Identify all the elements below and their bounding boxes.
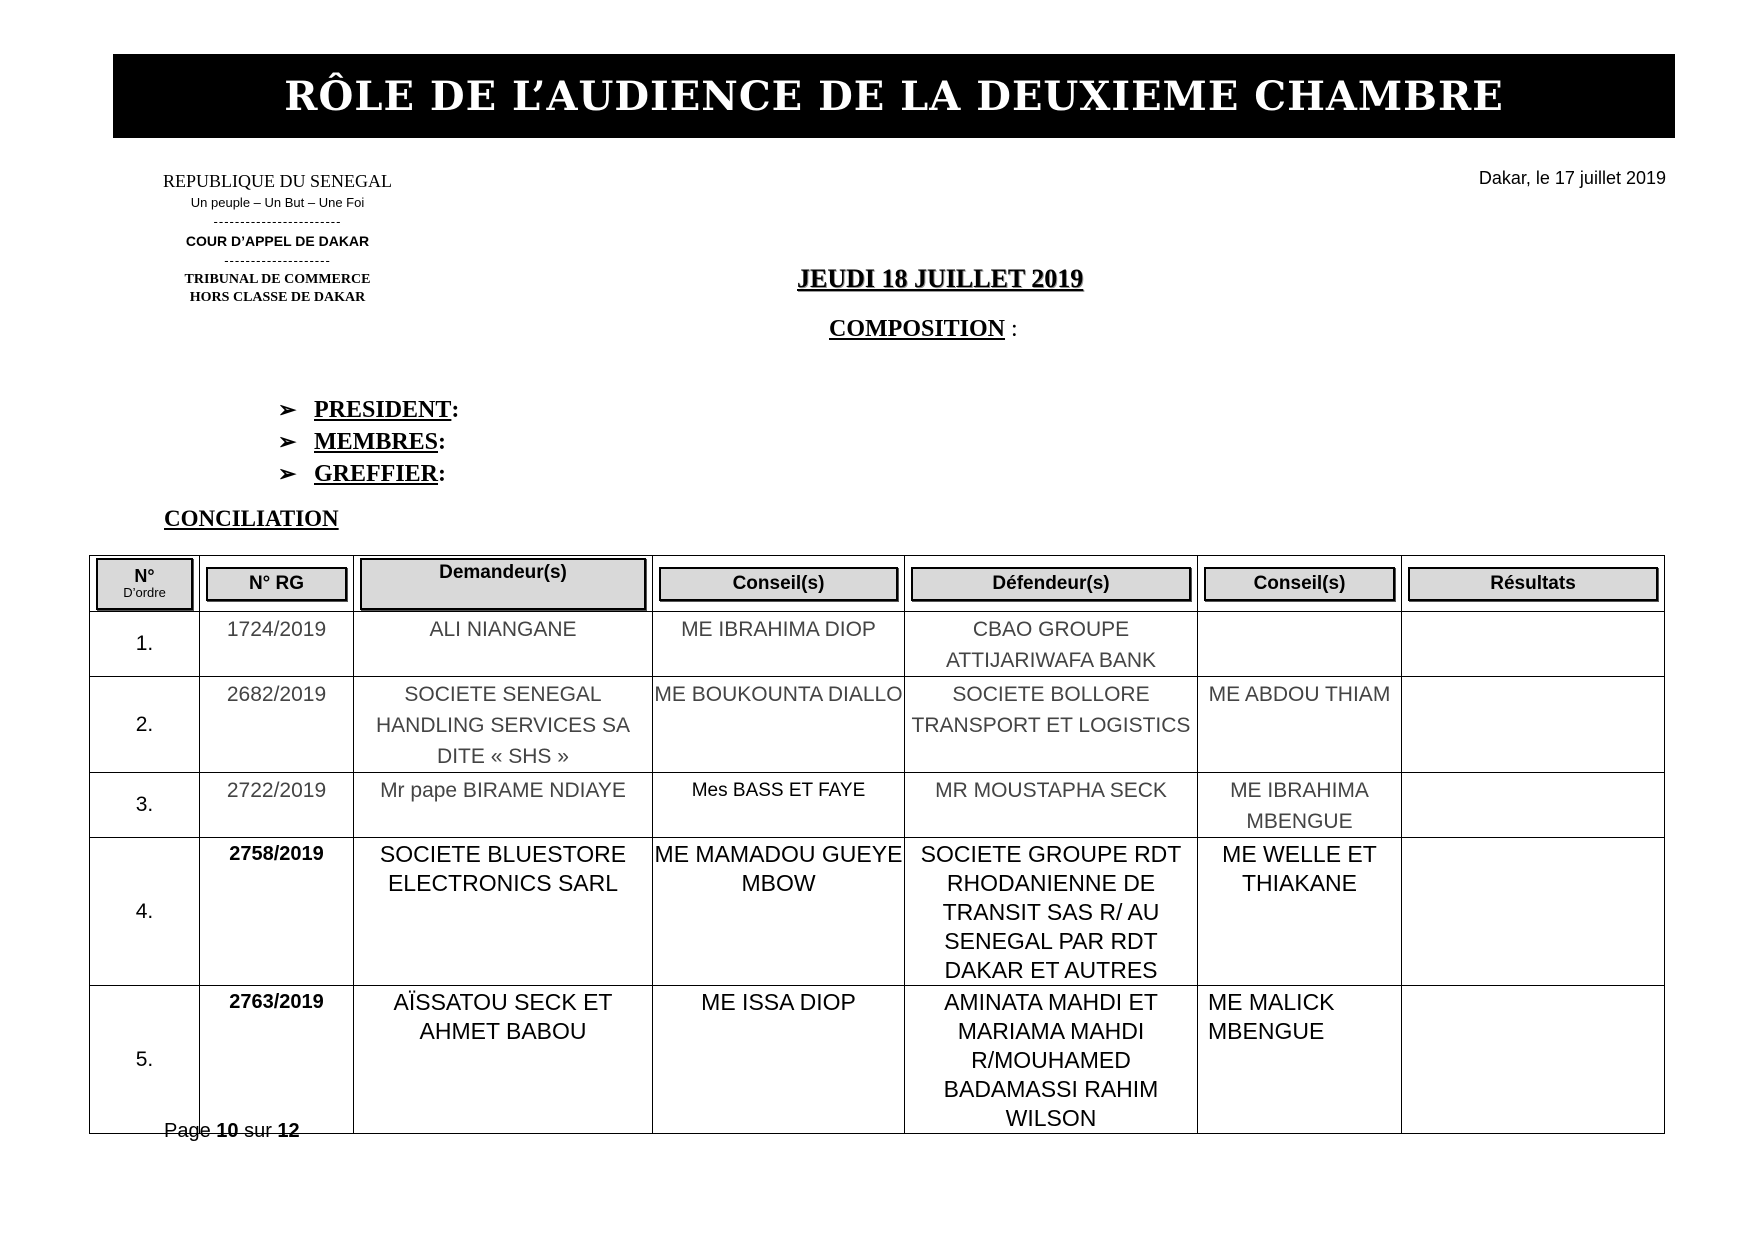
cell-conseil-demandeur: ME MAMADOU GUEYE MBOW [653, 838, 905, 986]
total-pages: 12 [277, 1120, 300, 1142]
cell-conseil-defendeur: ME WELLE ET THIAKANE [1198, 838, 1402, 986]
cell-defendeur: SOCIETE GROUPE RDT RHODANIENNE DE TRANSIT SAS R/ AU SENEGAL PAR RDT DAKAR ET AUTRES [905, 838, 1198, 986]
header-rg: N° RG [200, 556, 354, 612]
cell-conseil-demandeur: ME ISSA DIOP [653, 986, 905, 1134]
header-conseil-demandeur: Conseil(s) [653, 556, 905, 612]
cell-conseil-demandeur: ME BOUKOUNTA DIALLO [653, 677, 905, 773]
title-banner [113, 54, 1675, 138]
cell-demandeur: AÏSSATOU SECK ET AHMET BABOU [354, 986, 653, 1134]
header-resultats: Résultats [1402, 556, 1665, 612]
table-header-row [90, 556, 1665, 612]
cell-rg: 2722/2019 [200, 773, 354, 838]
cell-resultats [1402, 986, 1665, 1134]
header-conseil-defendeur: Conseil(s) [1198, 556, 1402, 612]
cell-defendeur: CBAO GROUPE ATTIJARIWAFA BANK [905, 612, 1198, 677]
header-ordre [90, 556, 200, 612]
page-number: Page 10 sur 12 [164, 1120, 300, 1142]
cell-num: 3. [90, 773, 200, 838]
cell-defendeur: AMINATA MAHDI ET MARIAMA MAHDI R/MOUHAMED BADAMASSI RAHIM WILSON [905, 986, 1198, 1134]
role-membres [278, 426, 459, 458]
role-colon: : [451, 397, 460, 423]
table-row [90, 773, 1665, 838]
arrow-bullet-icon: ➢ [278, 429, 297, 454]
cell-resultats [1402, 838, 1665, 986]
court-name: COUR D’APPEL DE DAKAR [185, 233, 370, 249]
cell-rg: 2763/2019 [200, 986, 354, 1134]
table-row [90, 677, 1665, 773]
cell-conseil-defendeur [1198, 612, 1402, 677]
composition-label: COMPOSITION [829, 316, 1006, 342]
cell-rg: 2682/2019 [200, 677, 354, 773]
separator: -------------------- [224, 253, 331, 268]
cell-conseil-demandeur: ME IBRAHIMA DIOP [653, 612, 905, 677]
composition-roles [278, 394, 459, 490]
cell-rg: 1724/2019 [200, 612, 354, 677]
current-page: 10 [216, 1120, 239, 1142]
composition-colon: : [1005, 316, 1018, 342]
role-greffier [278, 458, 459, 490]
cell-demandeur: SOCIETE BLUESTORE ELECTRONICS SARL [354, 838, 653, 986]
cell-conseil-demandeur: Mes BASS ET FAYE [653, 773, 905, 838]
cell-num: 1. [90, 612, 200, 677]
arrow-bullet-icon: ➢ [278, 397, 297, 422]
cell-conseil-defendeur: ME IBRAHIMA MBENGUE [1198, 773, 1402, 838]
role-label: MEMBRES [314, 429, 439, 455]
role-label: GREFFIER [314, 461, 439, 487]
table-row [90, 612, 1665, 677]
cell-defendeur: MR MOUSTAPHA SECK [905, 773, 1198, 838]
role-colon: : [438, 461, 447, 487]
arrow-bullet-icon: ➢ [278, 461, 297, 486]
separator: ------------------------ [213, 214, 342, 229]
cell-resultats [1402, 612, 1665, 677]
cell-rg: 2758/2019 [200, 838, 354, 986]
cases-table [89, 555, 1665, 1134]
cell-defendeur: SOCIETE BOLLORE TRANSPORT ET LOGISTICS [905, 677, 1198, 773]
cell-num: 5. [90, 986, 200, 1134]
cell-conseil-defendeur: ME ABDOU THIAM [1198, 677, 1402, 773]
composition-heading [829, 316, 1018, 343]
table-row [90, 986, 1665, 1134]
cell-num: 4. [90, 838, 200, 986]
cell-resultats [1402, 677, 1665, 773]
cell-demandeur: Mr pape BIRAME NDIAYE [354, 773, 653, 838]
document-date: Dakar, le 17 juillet 2019 [1478, 168, 1666, 188]
cell-num: 2. [90, 677, 200, 773]
republic-label: REPUBLIQUE DU SENEGAL [163, 171, 392, 191]
cell-demandeur: ALI NIANGANE [354, 612, 653, 677]
section-title: CONCILIATION [164, 506, 339, 531]
cell-conseil-defendeur: ME MALICK MBENGUE [1198, 986, 1402, 1134]
tribunal-line-2: HORS CLASSE DE DAKAR [189, 290, 366, 305]
cell-demandeur: SOCIETE SENEGAL HANDLING SERVICES SA DITE « SHS » [354, 677, 653, 773]
table-row [90, 838, 1665, 986]
motto: Un peuple – Un But – Une Foi [190, 195, 365, 210]
cell-resultats [1402, 773, 1665, 838]
role-president [278, 394, 459, 426]
role-colon: : [438, 429, 447, 455]
page-title: RÔLE DE L’AUDIENCE DE LA DEUXIEME CHAMBRE [284, 72, 1504, 120]
tribunal-line-1: TRIBUNAL DE COMMERCE [184, 272, 371, 287]
header-ordre-sublabel: D’ordre [123, 584, 166, 600]
header-defendeur: Défendeur(s) [905, 556, 1198, 612]
header-ordre-label: N° [134, 565, 155, 586]
header-demandeur: Demandeur(s) [354, 556, 653, 612]
letterhead [140, 172, 415, 309]
role-label: PRESIDENT [314, 397, 452, 423]
hearing-day: JEUDI 18 JUILLET 2019 [797, 264, 1084, 293]
